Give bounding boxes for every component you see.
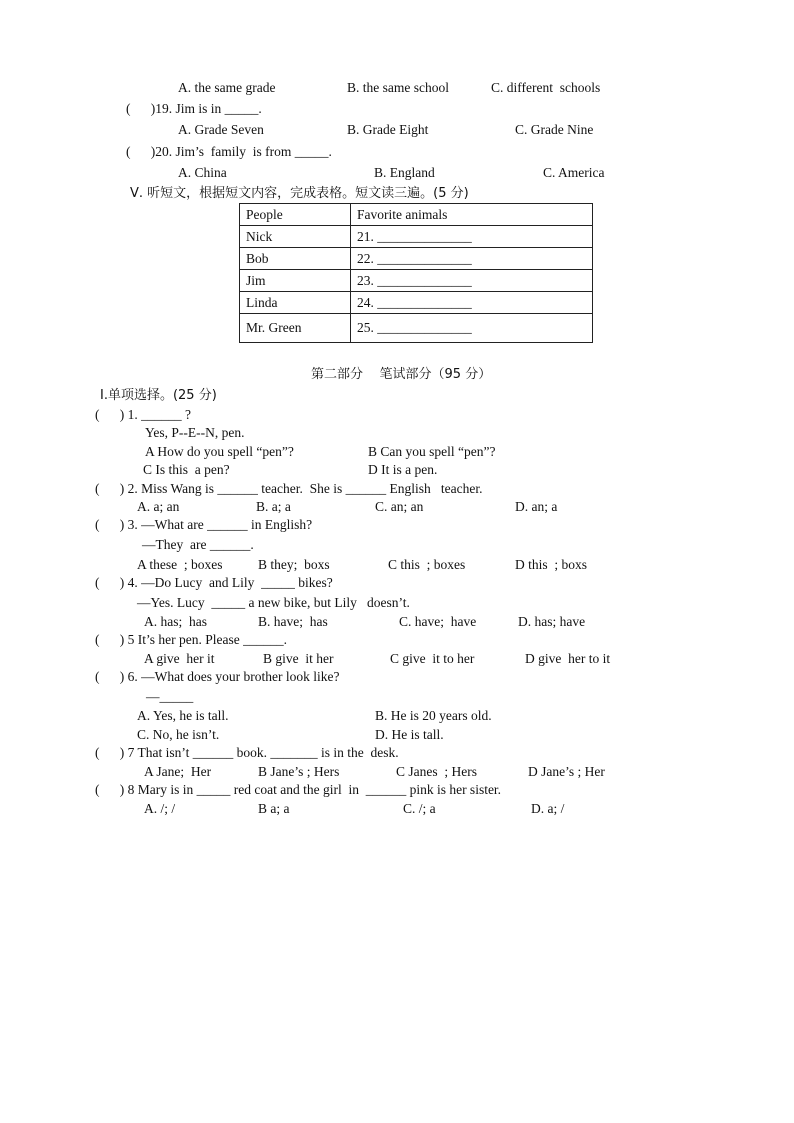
q8-option-b: B a; a (258, 801, 290, 816)
q18-option-c: C. different schools (491, 80, 601, 95)
table-cell-blank: 22. ______________ (351, 248, 593, 270)
question-6: ( ) 6. —What does your brother look like? (95, 669, 340, 684)
q3-option-a: A these ; boxes (137, 557, 223, 572)
part-two-heading: 第二部分 笔试部分（95 分） (311, 367, 492, 382)
table-cell-person: Nick (240, 226, 351, 248)
q20-option-a: A. China (178, 165, 227, 180)
q7-option-d: D Jane’s ; Her (528, 764, 605, 779)
q2-option-a: A. a; an (137, 499, 180, 514)
q5-option-b: B give it her (263, 651, 334, 666)
table-cell-blank: 25. ______________ (351, 314, 593, 343)
section-i-heading: Ⅰ.单项选择。(25 分) (100, 388, 217, 403)
table-cell-blank: 21. ______________ (351, 226, 593, 248)
question-2: ( ) 2. Miss Wang is ______ teacher. She is ______ English teacher. (95, 481, 483, 496)
question-7: ( ) 7 That isn’t ______ book. _______ is in the desk. (95, 745, 399, 760)
question-1: ( ) 1. ______ ? (95, 407, 191, 422)
table-cell-person: Mr. Green (240, 314, 351, 343)
q1-option-b: B Can you spell “pen”? (368, 444, 496, 459)
q2-option-c: C. an; an (375, 499, 424, 514)
question-19: ( )19. Jim is in _____. (126, 101, 262, 116)
table-cell-blank: 24. ______________ (351, 292, 593, 314)
question-3: ( ) 3. —What are ______ in English? (95, 517, 313, 532)
q3-option-d: D this ; boxs (515, 557, 588, 572)
table-row (240, 226, 593, 248)
q20-option-b: B. England (374, 165, 435, 180)
q18-option-a: A. the same grade (178, 80, 276, 95)
q1-option-a: A How do you spell “pen”? (145, 444, 294, 459)
q18-option-b: B. the same school (347, 80, 449, 95)
table-cell-person: Jim (240, 270, 351, 292)
q4-option-c: C. have; have (399, 614, 477, 629)
q6-option-d: D. He is tall. (375, 727, 444, 742)
q5-option-c: C give it to her (390, 651, 475, 666)
q1-option-c: C Is this a pen? (143, 462, 230, 477)
question-5: ( ) 5 It’s her pen. Please ______. (95, 632, 287, 647)
q4-option-a: A. has; has (144, 614, 207, 629)
q4-option-b: B. have; has (258, 614, 328, 629)
q7-option-a: A Jane; Her (144, 764, 212, 779)
table-header-cell: Favorite animals (351, 204, 593, 226)
q7-option-b: B Jane’s ; Hers (258, 764, 340, 779)
q8-option-d: D. a; / (531, 801, 565, 816)
table-row (240, 292, 593, 314)
question-8: ( ) 8 Mary is in _____ red coat and the girl in ______ pink is her sister. (95, 782, 502, 797)
q2-option-d: D. an; a (515, 499, 558, 514)
favorite-animals-table (239, 203, 593, 343)
q6-response: —_____ (146, 689, 194, 704)
q3-option-c: C this ; boxes (388, 557, 466, 572)
q3-option-b: B they; boxs (258, 557, 330, 572)
q19-option-b: B. Grade Eight (347, 122, 429, 137)
q8-option-c: C. /; a (403, 801, 436, 816)
table-cell-person: Linda (240, 292, 351, 314)
q2-option-b: B. a; a (256, 499, 291, 514)
q5-option-d: D give her to it (525, 651, 611, 666)
q1-option-d: D It is a pen. (368, 462, 438, 477)
table-cell-blank: 23. ______________ (351, 270, 593, 292)
q8-option-a: A. /; / (144, 801, 176, 816)
q20-option-c: C. America (543, 165, 605, 180)
section-v-heading: Ⅴ. 听短文，根据短文内容，完成表格。短文读三遍。(5 分) (130, 186, 469, 201)
q4-option-d: D. has; have (518, 614, 586, 629)
table-row (240, 248, 593, 270)
q19-option-c: C. Grade Nine (515, 122, 594, 137)
q4-response: —Yes. Lucy _____ a new bike, but Lily doesn’t. (137, 595, 410, 610)
question-20: ( )20. Jim’s family is from _____. (126, 144, 332, 159)
table-cell-person: Bob (240, 248, 351, 270)
q1-response: Yes, P--E--N, pen. (145, 425, 245, 440)
q6-option-c: C. No, he isn’t. (137, 727, 220, 742)
q5-option-a: A give her it (144, 651, 215, 666)
q6-option-b: B. He is 20 years old. (375, 708, 492, 723)
q19-option-a: A. Grade Seven (178, 122, 264, 137)
table-header-cell: People (240, 204, 351, 226)
table-row (240, 270, 593, 292)
q6-option-a: A. Yes, he is tall. (137, 708, 229, 723)
q7-option-c: C Janes ; Hers (396, 764, 477, 779)
table-header-row (240, 204, 593, 226)
q3-response: —They are ______. (142, 537, 254, 552)
question-4: ( ) 4. —Do Lucy and Lily _____ bikes? (95, 575, 333, 590)
table-row (240, 314, 593, 343)
